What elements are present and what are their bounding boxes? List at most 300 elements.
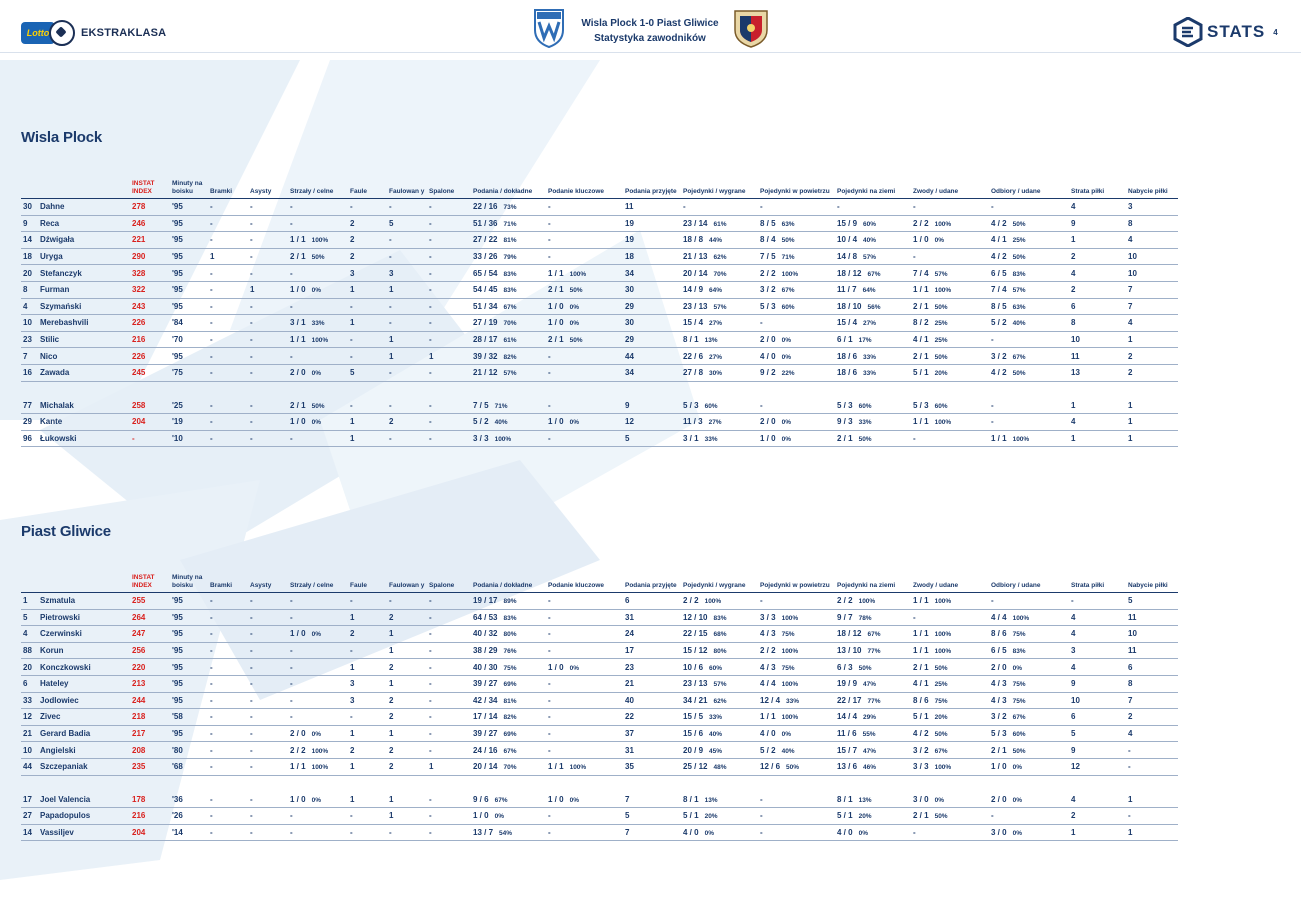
stat-value: - bbox=[913, 612, 916, 622]
stat-cell bbox=[681, 265, 758, 282]
stat-cell bbox=[387, 431, 427, 448]
stat-cell bbox=[758, 726, 835, 743]
stat-cell bbox=[1126, 216, 1178, 233]
stat-cell bbox=[248, 676, 288, 693]
stat-value: 65 / 54 bbox=[473, 268, 498, 278]
stat-percent: 100% bbox=[1012, 614, 1030, 622]
stat-cell bbox=[758, 299, 835, 316]
stat-cell bbox=[1069, 249, 1126, 266]
stat-value: 20 / 14 bbox=[683, 268, 708, 278]
stat-cell bbox=[348, 626, 387, 643]
column-header: Faulowan y bbox=[387, 570, 427, 593]
stat-cell bbox=[387, 643, 427, 660]
stat-value: 1 / 0 bbox=[290, 417, 306, 427]
stat-cell bbox=[427, 398, 471, 415]
stat-cell bbox=[471, 299, 546, 316]
stat-value: 8 / 4 bbox=[760, 235, 776, 245]
stat-cell bbox=[546, 249, 623, 266]
stat-cell bbox=[911, 759, 989, 776]
stat-value: 3 / 2 bbox=[991, 351, 1007, 361]
stat-value: - bbox=[350, 596, 353, 606]
stat-cell bbox=[758, 216, 835, 233]
stat-cell bbox=[911, 742, 989, 759]
stat-value: 4 / 0 bbox=[837, 828, 853, 838]
stat-cell bbox=[911, 249, 989, 266]
stat-cell bbox=[758, 610, 835, 627]
stat-cell bbox=[427, 593, 471, 610]
stat-percent: 50% bbox=[934, 731, 948, 739]
stat-value: '25 bbox=[172, 400, 183, 410]
stat-value: 14 / 8 bbox=[837, 252, 858, 262]
shirt-number bbox=[21, 626, 38, 643]
stat-value: 2 / 0 bbox=[760, 335, 776, 345]
stat-cell bbox=[1069, 693, 1126, 710]
player-name bbox=[38, 610, 130, 627]
stat-value: - bbox=[210, 695, 213, 705]
stat-value: - bbox=[250, 268, 253, 278]
stat-value: 2 bbox=[1071, 285, 1076, 295]
stat-value: 19 / 9 bbox=[837, 679, 858, 689]
stat-value: 5 / 2 bbox=[991, 318, 1007, 328]
stat-cell bbox=[911, 676, 989, 693]
stat-cell bbox=[248, 232, 288, 249]
stat-value: 11 / 6 bbox=[837, 729, 857, 739]
stat-value: 2 / 1 bbox=[913, 301, 929, 311]
stat-value: - bbox=[250, 695, 253, 705]
instat-index bbox=[130, 216, 170, 233]
stat-value: 2 / 0 bbox=[290, 368, 306, 378]
stat-cell bbox=[427, 199, 471, 216]
stat-percent: 0% bbox=[311, 370, 321, 378]
stat-cell bbox=[288, 332, 348, 349]
stat-percent: 29% bbox=[863, 714, 877, 722]
stat-cell bbox=[348, 643, 387, 660]
stat-value: 3 bbox=[350, 695, 355, 705]
stat-value: 4 bbox=[1128, 318, 1133, 328]
stat-cell bbox=[835, 593, 911, 610]
stat-percent: 79% bbox=[503, 254, 517, 262]
stat-value: 14 bbox=[23, 828, 32, 838]
stat-cell bbox=[989, 610, 1069, 627]
stat-cell bbox=[248, 808, 288, 825]
stat-cell bbox=[758, 332, 835, 349]
stat-cell bbox=[989, 348, 1069, 365]
stat-cell bbox=[758, 265, 835, 282]
stat-cell bbox=[248, 216, 288, 233]
stat-percent: 0% bbox=[569, 419, 579, 427]
stat-value: - bbox=[290, 202, 293, 212]
stat-cell bbox=[208, 593, 248, 610]
stat-cell bbox=[546, 348, 623, 365]
stat-percent: 0% bbox=[934, 237, 944, 245]
stat-percent: 55% bbox=[862, 731, 876, 739]
stat-value: 264 bbox=[132, 612, 146, 622]
stat-cell bbox=[989, 299, 1069, 316]
stat-cell bbox=[989, 759, 1069, 776]
stat-value: - bbox=[389, 235, 392, 245]
stat-value: - bbox=[290, 828, 293, 838]
stat-percent: 0% bbox=[1012, 764, 1022, 772]
stat-percent: 100% bbox=[934, 220, 952, 228]
stat-value: '95 bbox=[172, 679, 183, 689]
stat-percent: 13% bbox=[704, 796, 718, 804]
stat-cell bbox=[348, 299, 387, 316]
stat-percent: 57% bbox=[934, 270, 948, 278]
stat-cell bbox=[1126, 199, 1178, 216]
stat-cell bbox=[288, 265, 348, 282]
stat-cell bbox=[623, 593, 681, 610]
stat-value: - bbox=[429, 745, 432, 755]
table-header-row bbox=[21, 570, 1178, 593]
stat-value: - bbox=[429, 712, 432, 722]
player-name bbox=[38, 709, 130, 726]
stat-cell bbox=[989, 792, 1069, 809]
stat-value: - bbox=[548, 712, 551, 722]
stat-value: - bbox=[210, 612, 213, 622]
stat-value: - bbox=[429, 729, 432, 739]
instat-index bbox=[130, 808, 170, 825]
stat-cell bbox=[248, 431, 288, 448]
stat-value: 22 / 15 bbox=[683, 629, 708, 639]
stat-percent: 60% bbox=[781, 303, 795, 311]
stat-cell bbox=[623, 365, 681, 382]
stat-value: 1 bbox=[1128, 434, 1133, 444]
stat-value: - bbox=[429, 235, 432, 245]
stat-value: - bbox=[548, 596, 551, 606]
stat-value: 4 bbox=[1071, 417, 1076, 427]
stat-value: '95 bbox=[172, 729, 183, 739]
stat-value: 1 / 1 bbox=[290, 335, 306, 345]
stat-value: Czerwinski bbox=[40, 629, 82, 639]
stat-value: 1 bbox=[389, 794, 394, 804]
stat-cell bbox=[623, 726, 681, 743]
stat-value: 1 / 0 bbox=[548, 318, 564, 328]
stat-cell bbox=[387, 808, 427, 825]
stat-cell bbox=[170, 299, 208, 316]
stat-cell bbox=[989, 659, 1069, 676]
stat-value: 235 bbox=[132, 762, 146, 772]
stat-cell bbox=[681, 232, 758, 249]
stat-cell bbox=[623, 693, 681, 710]
stat-value: 4 bbox=[23, 301, 28, 311]
stat-cell bbox=[681, 398, 758, 415]
stat-value: 1 / 1 bbox=[290, 235, 306, 245]
stat-percent: 13% bbox=[704, 337, 718, 345]
shirt-number bbox=[21, 610, 38, 627]
stat-value: 29 bbox=[625, 301, 634, 311]
stat-value: 34 / 21 bbox=[683, 695, 708, 705]
stat-value: 18 / 12 bbox=[837, 629, 862, 639]
stat-percent: 100% bbox=[311, 237, 329, 245]
stat-percent: 62% bbox=[713, 254, 727, 262]
stat-cell bbox=[546, 232, 623, 249]
stat-percent: 50% bbox=[934, 353, 948, 361]
stat-percent: 100% bbox=[704, 598, 722, 606]
stat-value: 1 bbox=[350, 285, 355, 295]
stat-value: 1 / 0 bbox=[548, 662, 564, 672]
stat-cell bbox=[387, 315, 427, 332]
player-row bbox=[21, 643, 1178, 660]
stat-percent: 20% bbox=[858, 813, 872, 821]
stat-value: 1 / 1 bbox=[913, 596, 929, 606]
stat-cell bbox=[989, 315, 1069, 332]
stat-value: 2 / 1 bbox=[991, 745, 1007, 755]
stat-value: Szymański bbox=[40, 301, 82, 311]
stat-percent: 0% bbox=[1012, 664, 1022, 672]
stat-cell bbox=[170, 199, 208, 216]
stat-cell bbox=[989, 693, 1069, 710]
stat-cell bbox=[170, 398, 208, 415]
stat-cell bbox=[681, 315, 758, 332]
stat-value: - bbox=[429, 417, 432, 427]
stat-cell bbox=[989, 825, 1069, 842]
stat-percent: 33% bbox=[709, 714, 723, 722]
player-name bbox=[38, 659, 130, 676]
stat-cell bbox=[758, 693, 835, 710]
stat-value: - bbox=[548, 434, 551, 444]
stat-cell bbox=[1126, 659, 1178, 676]
lotto-badge: Lotto bbox=[21, 22, 55, 44]
stat-cell bbox=[911, 693, 989, 710]
stat-cell bbox=[681, 676, 758, 693]
stat-value: - bbox=[210, 301, 213, 311]
stat-percent: 57% bbox=[863, 254, 877, 262]
stat-value: 15 / 7 bbox=[837, 745, 858, 755]
stat-cell bbox=[835, 414, 911, 431]
stat-value: - bbox=[760, 828, 763, 838]
stat-cell bbox=[248, 825, 288, 842]
stat-cell bbox=[288, 726, 348, 743]
stat-value: 5 bbox=[23, 612, 28, 622]
stat-value: Łukowski bbox=[40, 434, 77, 444]
stat-value: '10 bbox=[172, 434, 183, 444]
instat-index bbox=[130, 726, 170, 743]
stat-cell bbox=[1126, 398, 1178, 415]
stat-value: - bbox=[250, 335, 253, 345]
stat-value: - bbox=[210, 202, 213, 212]
player-row bbox=[21, 414, 1178, 431]
stat-percent: 50% bbox=[1012, 370, 1026, 378]
column-header: Asysty bbox=[248, 176, 288, 199]
stat-value: 8 bbox=[1128, 218, 1133, 228]
stat-percent: 50% bbox=[569, 287, 583, 295]
player-row bbox=[21, 398, 1178, 415]
stat-value: 44 bbox=[23, 762, 32, 772]
stat-percent: 46% bbox=[863, 764, 877, 772]
stat-value: 3 / 3 bbox=[473, 434, 489, 444]
stat-cell bbox=[681, 693, 758, 710]
stat-cell bbox=[1069, 759, 1126, 776]
stat-cell bbox=[546, 365, 623, 382]
column-header: Spalone bbox=[427, 570, 471, 593]
stat-value: 4 / 3 bbox=[991, 695, 1007, 705]
stat-value: - bbox=[760, 794, 763, 804]
stat-value: 4 / 4 bbox=[760, 679, 776, 689]
stat-value: - bbox=[991, 596, 994, 606]
stat-cell bbox=[758, 676, 835, 693]
stat-cell bbox=[1069, 792, 1126, 809]
stat-percent: 0% bbox=[781, 337, 791, 345]
stat-value: 3 bbox=[389, 268, 394, 278]
stat-value: 216 bbox=[132, 335, 146, 345]
stat-cell bbox=[288, 414, 348, 431]
stat-cell bbox=[288, 199, 348, 216]
stat-cell bbox=[681, 759, 758, 776]
stat-cell bbox=[387, 299, 427, 316]
stat-cell bbox=[1069, 726, 1126, 743]
stat-cell bbox=[758, 825, 835, 842]
stat-percent: 82% bbox=[503, 353, 517, 361]
stat-value: - bbox=[1128, 811, 1131, 821]
stat-value: 10 bbox=[1128, 629, 1137, 639]
shirt-number bbox=[21, 414, 38, 431]
stat-value: - bbox=[250, 252, 253, 262]
stat-percent: 77% bbox=[867, 697, 881, 705]
stat-value: - bbox=[429, 252, 432, 262]
stat-value: 29 bbox=[625, 335, 634, 345]
stat-cell bbox=[248, 693, 288, 710]
stat-cell bbox=[387, 593, 427, 610]
stat-percent: 69% bbox=[503, 681, 517, 689]
stat-cell bbox=[248, 593, 288, 610]
stat-value: 30 bbox=[625, 285, 634, 295]
column-header: Strzały / celne bbox=[288, 176, 348, 199]
stat-percent: 0% bbox=[569, 303, 579, 311]
stat-cell bbox=[911, 431, 989, 448]
stat-cell bbox=[681, 825, 758, 842]
stat-cell bbox=[471, 282, 546, 299]
stat-value: 2 bbox=[389, 662, 394, 672]
stat-value: 20 / 9 bbox=[683, 745, 704, 755]
stat-value: 39 / 27 bbox=[473, 729, 498, 739]
stat-cell bbox=[348, 659, 387, 676]
stat-value: 8 / 2 bbox=[913, 318, 929, 328]
stat-value: - bbox=[548, 202, 551, 212]
stat-cell bbox=[623, 398, 681, 415]
stat-cell bbox=[471, 792, 546, 809]
stat-percent: 25% bbox=[934, 320, 948, 328]
stat-value: 15 / 4 bbox=[837, 318, 858, 328]
stat-value: 96 bbox=[23, 434, 32, 444]
player-row bbox=[21, 348, 1178, 365]
stat-cell bbox=[546, 742, 623, 759]
stat-value: - bbox=[760, 400, 763, 410]
stat-value: 30 bbox=[23, 202, 32, 212]
stat-cell bbox=[471, 332, 546, 349]
stat-percent: 100% bbox=[934, 419, 952, 427]
stat-cell bbox=[348, 759, 387, 776]
shirt-number bbox=[21, 643, 38, 660]
stat-value: - bbox=[250, 745, 253, 755]
stat-value: - bbox=[250, 712, 253, 722]
stat-cell bbox=[623, 216, 681, 233]
player-row bbox=[21, 759, 1178, 776]
stat-cell bbox=[208, 659, 248, 676]
stat-value: 11 / 3 bbox=[683, 417, 703, 427]
stat-cell bbox=[208, 398, 248, 415]
stat-value: 1 bbox=[1071, 235, 1076, 245]
stat-percent: 0% bbox=[781, 436, 791, 444]
stat-cell bbox=[348, 792, 387, 809]
shirt-number bbox=[21, 332, 38, 349]
stat-value: Papadopulos bbox=[40, 811, 91, 821]
stat-value: '95 bbox=[172, 351, 183, 361]
stat-cell bbox=[471, 365, 546, 382]
stat-value: 10 bbox=[1071, 695, 1080, 705]
stat-value: '75 bbox=[172, 368, 183, 378]
stat-cell bbox=[1069, 332, 1126, 349]
stat-percent: 60% bbox=[709, 664, 723, 672]
stat-value: 39 / 32 bbox=[473, 351, 498, 361]
match-title bbox=[575, 16, 725, 46]
stat-percent: 83% bbox=[503, 270, 517, 278]
stat-value: 42 / 34 bbox=[473, 695, 498, 705]
stat-value: 18 / 12 bbox=[837, 268, 862, 278]
shirt-number bbox=[21, 365, 38, 382]
stat-value: - bbox=[429, 596, 432, 606]
stat-value: - bbox=[250, 400, 253, 410]
stat-cell bbox=[170, 265, 208, 282]
stat-value: 14 / 9 bbox=[683, 285, 704, 295]
stat-value: 10 bbox=[23, 318, 32, 328]
stat-value: 10 bbox=[1128, 252, 1137, 262]
stat-cell bbox=[288, 709, 348, 726]
stat-cell bbox=[288, 249, 348, 266]
stat-percent: 81% bbox=[503, 697, 517, 705]
stat-value: - bbox=[210, 794, 213, 804]
stat-value: - bbox=[350, 301, 353, 311]
stat-percent: 62% bbox=[713, 697, 727, 705]
column-header: Podania przyjęte bbox=[623, 570, 681, 593]
stat-value: - bbox=[548, 218, 551, 228]
stat-value: - bbox=[250, 629, 253, 639]
stat-value: 1 / 0 bbox=[548, 794, 564, 804]
player-row bbox=[21, 726, 1178, 743]
stat-value: - bbox=[290, 596, 293, 606]
stat-value: Dźwigała bbox=[40, 235, 75, 245]
stat-value: - bbox=[350, 400, 353, 410]
stat-cell bbox=[208, 808, 248, 825]
stat-cell bbox=[835, 282, 911, 299]
stat-value: 1 bbox=[389, 679, 394, 689]
stats-logo bbox=[1173, 16, 1278, 48]
stat-cell bbox=[758, 709, 835, 726]
stat-percent: 0% bbox=[311, 631, 321, 639]
stat-percent: 56% bbox=[867, 303, 881, 311]
stat-cell bbox=[623, 676, 681, 693]
stat-value: 6 bbox=[1071, 301, 1076, 311]
stat-cell bbox=[471, 431, 546, 448]
stat-value: - bbox=[250, 646, 253, 656]
stat-value: 33 / 26 bbox=[473, 252, 498, 262]
stat-cell bbox=[1126, 643, 1178, 660]
stat-value: 1 bbox=[389, 729, 394, 739]
column-header: Minuty na boisku bbox=[170, 176, 208, 199]
stat-value: 1 / 1 bbox=[290, 762, 306, 772]
stat-value: 12 bbox=[625, 417, 634, 427]
stat-value: 18 / 6 bbox=[837, 368, 858, 378]
stat-cell bbox=[835, 726, 911, 743]
stat-cell bbox=[387, 365, 427, 382]
stat-value: Uryga bbox=[40, 252, 63, 262]
stat-percent: 89% bbox=[503, 598, 517, 606]
stat-cell bbox=[989, 232, 1069, 249]
stat-value: - bbox=[210, 434, 213, 444]
stat-percent: 68% bbox=[713, 631, 727, 639]
player-name bbox=[38, 808, 130, 825]
stat-cell bbox=[471, 659, 546, 676]
stat-percent: 73% bbox=[503, 204, 517, 212]
